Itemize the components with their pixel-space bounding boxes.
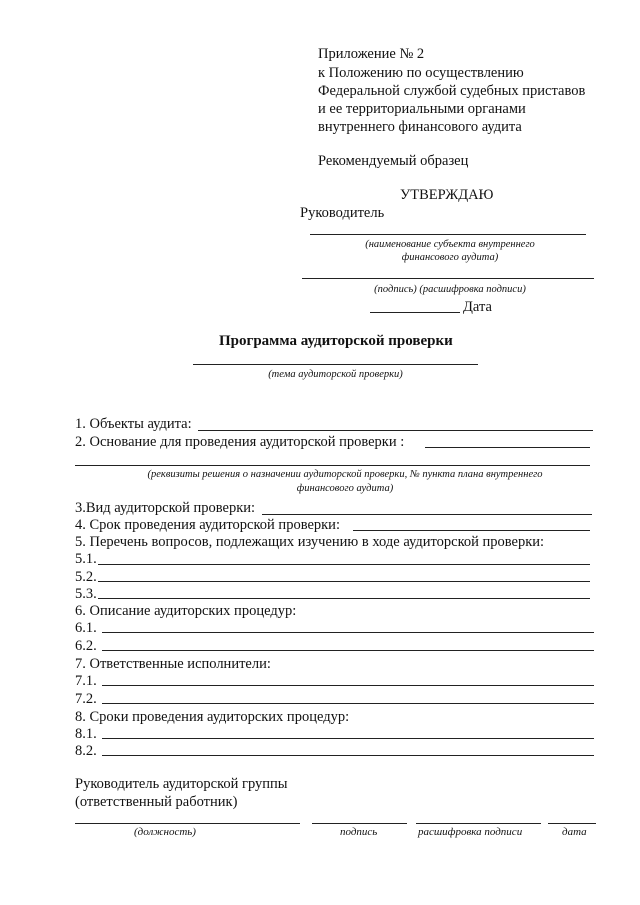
appendix-line: Федеральной службой судебных приставов <box>318 83 586 99</box>
field-5-1[interactable] <box>98 564 590 565</box>
field-5-2[interactable] <box>98 581 590 582</box>
audit-objects-field[interactable] <box>198 430 593 431</box>
audit-type-field[interactable] <box>262 514 592 515</box>
program-title: Программа аудиторской проверки <box>219 333 453 349</box>
appendix-line: внутреннего финансового аудита <box>318 119 522 135</box>
item-procedure-dates: 8. Сроки проведения аудиторских процедур: <box>75 709 350 725</box>
sign-field[interactable] <box>312 823 407 824</box>
item-procedures: 6. Описание аудиторских процедур: <box>75 603 297 619</box>
date-caption: дата <box>562 826 587 838</box>
item-executors: 7. Ответственные исполнители: <box>75 656 271 672</box>
position-field[interactable] <box>75 823 300 824</box>
entity-name-field[interactable] <box>310 234 586 235</box>
item-5-2: 5.2. <box>75 569 97 585</box>
sign-caption: подпись <box>340 826 378 838</box>
decode-field[interactable] <box>416 823 541 824</box>
audit-basis-field-2[interactable] <box>75 465 590 466</box>
footer-responsible: (ответственный работник) <box>75 794 238 810</box>
field-8-1[interactable] <box>102 738 594 739</box>
position-caption: (должность) <box>134 826 196 838</box>
audit-period-field[interactable] <box>353 530 590 531</box>
field-6-1[interactable] <box>102 632 594 633</box>
audit-basis-field[interactable] <box>425 447 590 448</box>
date-field-footer[interactable] <box>548 823 596 824</box>
item-6-1: 6.1. <box>75 620 97 636</box>
item-6-2: 6.2. <box>75 638 97 654</box>
approve-title: УТВЕРЖДАЮ <box>400 187 494 203</box>
signature-caption: (подпись) (расшифровка подписи) <box>374 284 526 295</box>
field-8-2[interactable] <box>102 755 594 756</box>
item-7-2: 7.2. <box>75 691 97 707</box>
date-field[interactable] <box>370 312 460 313</box>
field-7-1[interactable] <box>102 685 594 686</box>
appendix-line: к Положению по осуществлению <box>318 65 524 81</box>
item-audit-basis: 2. Основание для проведения аудиторской проверки : <box>75 434 405 450</box>
field-5-3[interactable] <box>98 598 590 599</box>
item-5-3: 5.3. <box>75 586 97 602</box>
item-audit-type: 3.Вид аудиторской проверки: <box>75 500 256 516</box>
sample-label: Рекомендуемый образец <box>318 153 469 169</box>
item-8-2: 8.2. <box>75 743 97 759</box>
item-audit-objects: 1. Объекты аудита: <box>75 416 192 432</box>
entity-caption: (наименование субъекта внутреннего <box>365 239 535 250</box>
signature-field[interactable] <box>302 278 594 279</box>
requisites-caption: (реквизиты решения о назначении аудиторской проверки, № пункта плана внутреннего <box>147 469 543 480</box>
item-audit-period: 4. Срок проведения аудиторской проверки: <box>75 517 340 533</box>
footer-group-lead: Руководитель аудиторской группы <box>75 776 288 792</box>
field-6-2[interactable] <box>102 650 594 651</box>
item-8-1: 8.1. <box>75 726 97 742</box>
item-5-1: 5.1. <box>75 551 97 567</box>
date-label: Дата <box>463 299 492 315</box>
topic-caption: (тема аудиторской проверки) <box>268 369 403 380</box>
item-questions: 5. Перечень вопросов, подлежащих изучению в ходе аудиторской проверки: <box>75 534 545 550</box>
decode-caption: расшифровка подписи <box>418 826 523 838</box>
topic-field[interactable] <box>193 364 478 365</box>
approve-head-label: Руководитель <box>300 205 385 221</box>
field-7-2[interactable] <box>102 703 594 704</box>
appendix-number: Приложение № 2 <box>318 46 425 62</box>
entity-caption: финансового аудита) <box>401 252 499 263</box>
item-7-1: 7.1. <box>75 673 97 689</box>
appendix-line: и ее территориальными органами <box>318 101 526 117</box>
requisites-caption: финансового аудита) <box>296 483 394 494</box>
